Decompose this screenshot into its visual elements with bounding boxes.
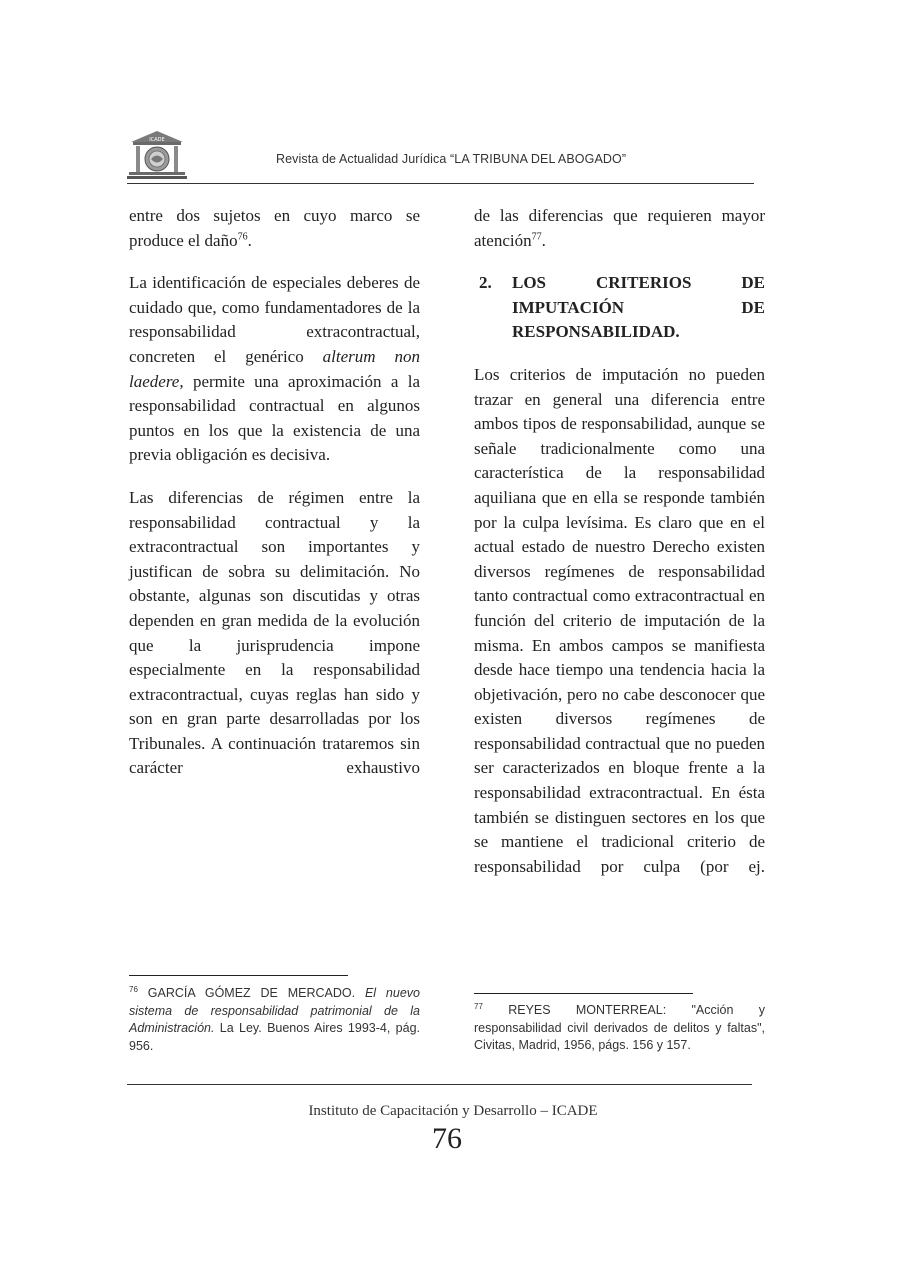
section-title: LOS CRITERIOS DE IMPUTACIÓN DE RESPONSABILIDAD. (512, 273, 765, 342)
footer-institute: Instituto de Capacitación y Desarrollo – ICADE (308, 1103, 598, 1119)
left-paragraph-2: La identificación de especiales deberes de cuidado que, como fundamentadores de la responsabilidad extracontractual, concreten el genérico alterum non laedere, permite una aproximación a la responsabilidad contractual en algunos puntos en los que la existencia de una previa obligación es decisiva. (129, 273, 420, 465)
footnote-77: $^{77}$ REYES MONTERREAL: "Acción y responsabilidad civil derivados de delitos y faltas", Civitas, Madrid, 1956, págs. 156 y 157. (474, 1001, 765, 1052)
footnote-divider-left (129, 975, 348, 976)
footnote-ref-77[interactable]: 77 (531, 230, 542, 242)
journal-title: Revista de Actualidad Jurídica “LA TRIBUNA DEL ABOGADO” (276, 152, 627, 166)
footer-divider (127, 1084, 752, 1085)
left-paragraph-3: Las diferencias de régimen entre la responsabilidad contractual y la extracontractual son importantes y justifican de sobra su delimitación. No obstante, algunas son discutidas y otras dependen en gran medida de la evolución que la jurisprudencia impone especialmente en la responsabilidad extracontractual, cuyas reglas han sido y son en gran parte desarrolladas por los Tribunales. A continuación trataremos sin carácter exhaustivo (129, 487, 420, 778)
latin-phrase: alterum non laedere (129, 346, 420, 391)
left-paragraph-1: entre dos sujetos en cuyo marco se produce el daño$^{76}$. (129, 206, 420, 250)
icade-logo (127, 130, 187, 182)
section-number: 2. (479, 273, 492, 293)
footnote-divider-right (474, 993, 693, 994)
section-heading (474, 271, 765, 345)
page-number: 76 (432, 1122, 462, 1155)
logo-text: ICADE (149, 137, 165, 143)
footnote-ref-76[interactable]: 76 (237, 230, 248, 242)
right-paragraph-1: de las diferencias que requieren mayor atención$^{77}$. (474, 206, 765, 250)
right-column (474, 204, 765, 897)
footnote-76: $^{76}$ GARCÍA GÓMEZ DE MERCADO. El nuevo sistema de responsabilidad patrimonial de la Administración. La Ley. Buenos Aires 1993-4, pág. 956. (129, 984, 420, 1053)
right-paragraph-2: Los criterios de imputación no pueden trazar en general una diferencia entre ambos tipos de responsabilidad, aunque se señale tradicionalmente como una característica de la responsabilidad aquiliana que en ella se responde también por la culpa levísima. Es claro que en el actual estado de nuestro Derecho existen diversos regímenes de responsabilidad tanto contractual como extracontractual en función del criterio de imputación de la misma. En ambos campos se manifiesta desde hace tiempo una tendencia hacia la objetivación, pero no cabe desconocer que existen diversos regímenes de responsabilidad contractual que no pueden ser caracterizados en bloque frente a la responsabilidad extracontractual. En ésta también se distinguen sectores en los que se mantiene el tradicional criterio de responsabilidad por culpa (por ej. (474, 364, 765, 876)
header-divider (127, 183, 754, 184)
left-column (129, 204, 420, 799)
